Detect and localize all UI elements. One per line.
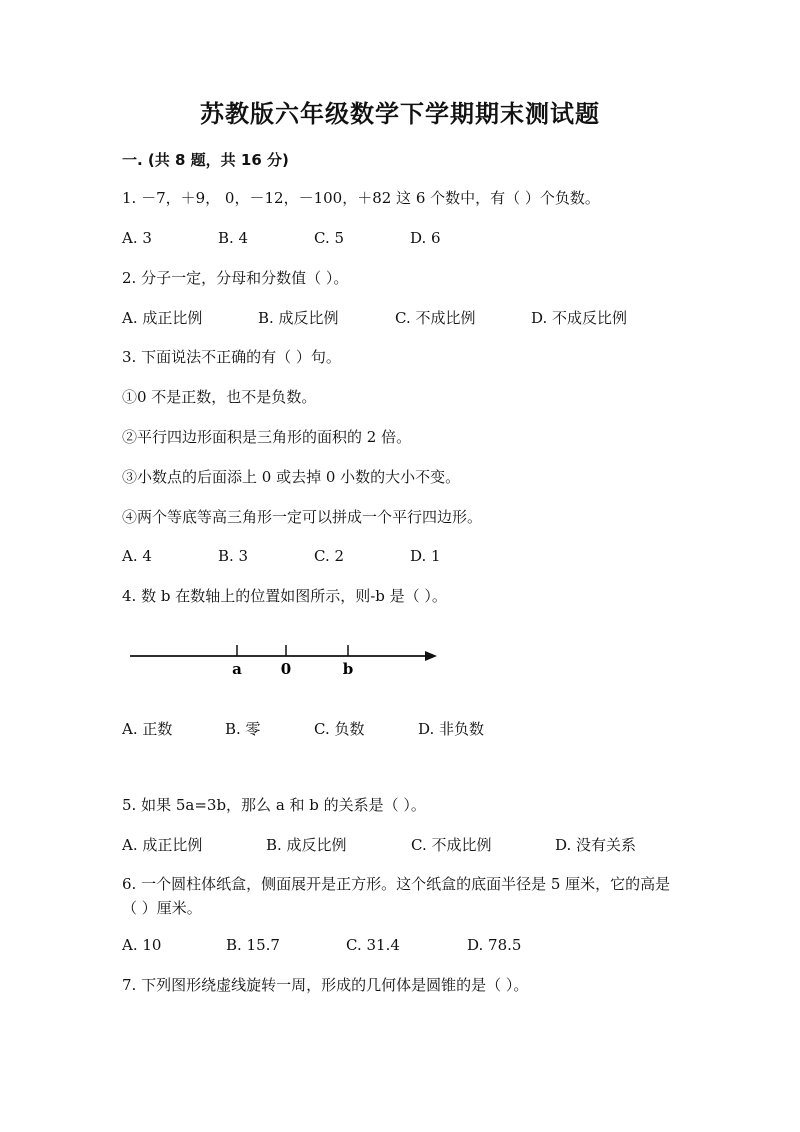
number-line-figure: [125, 640, 445, 680]
q1-option-a: A. 3: [122, 229, 152, 247]
q2-option-b: B. 成反比例: [258, 309, 339, 327]
q3-statement-4: ④两个等底等高三角形一定可以拼成一个平行四边形。: [122, 508, 483, 526]
label-b: b: [342, 660, 354, 678]
label-a: a: [232, 660, 242, 678]
label-zero: 0: [280, 660, 292, 678]
q4-option-d: D. 非负数: [418, 720, 485, 738]
q1-option-c: C. 5: [314, 229, 345, 247]
question-3-text: 3. 下面说法不正确的有（ ）句。: [122, 348, 341, 366]
question-5-text: 5. 如果 5a=3b，那么 a 和 b 的关系是（ ）。: [122, 796, 426, 814]
q6-option-b: B. 15.7: [226, 936, 280, 954]
q3-statement-1: ①0 不是正数，也不是负数。: [122, 388, 317, 406]
q2-option-c: C. 不成比例: [395, 309, 476, 327]
q3-option-c: C. 2: [314, 547, 345, 565]
q3-statement-2: ②平行四边形面积是三角形的面积的 2 倍。: [122, 428, 412, 446]
number-line-arrow: [425, 651, 437, 661]
q2-option-a: A. 成正比例: [122, 309, 203, 327]
question-4-text: 4. 数 b 在数轴上的位置如图所示，则-b 是（ ）。: [122, 587, 447, 605]
q4-option-b: B. 零: [225, 720, 261, 738]
page-title: 苏教版六年级数学下学期期末测试题: [200, 99, 600, 128]
question-2-text: 2. 分子一定，分母和分数值（ ）。: [122, 269, 349, 287]
q5-option-d: D. 没有关系: [555, 836, 637, 854]
q5-option-a: A. 成正比例: [122, 836, 203, 854]
q6-option-c: C. 31.4: [346, 936, 400, 954]
question-1-text: 1. －7，＋9， 0，－12，－100，＋82 这 6 个数中，有（ ）个负数。: [122, 189, 600, 207]
q3-option-b: B. 3: [218, 547, 249, 565]
q5-option-b: B. 成反比例: [266, 836, 347, 854]
q1-option-b: B. 4: [218, 229, 249, 247]
q3-option-a: A. 4: [122, 547, 152, 565]
question-7-text: 7. 下列图形绕虚线旋转一周，形成的几何体是圆锥的是（ ）。: [122, 976, 529, 994]
q1-option-d: D. 6: [410, 229, 441, 247]
q6-option-a: A. 10: [122, 936, 162, 954]
q4-option-a: A. 正数: [122, 720, 173, 738]
q2-option-d: D. 不成反比例: [531, 309, 628, 327]
q5-option-c: C. 不成比例: [411, 836, 492, 854]
q4-option-c: C. 负数: [314, 720, 365, 738]
q6-option-d: D. 78.5: [467, 936, 522, 954]
q3-statement-3: ③小数点的后面添上 0 或去掉 0 小数的大小不变。: [122, 468, 461, 486]
section-heading: 一. (共 8 题，共 16 分): [122, 151, 289, 169]
question-6-text: 6. 一个圆柱体纸盒，侧面展开是正方形。这个纸盒的底面半径是 5 厘米，它的高是（ ）厘米。: [122, 875, 671, 917]
q3-option-d: D. 1: [410, 547, 441, 565]
